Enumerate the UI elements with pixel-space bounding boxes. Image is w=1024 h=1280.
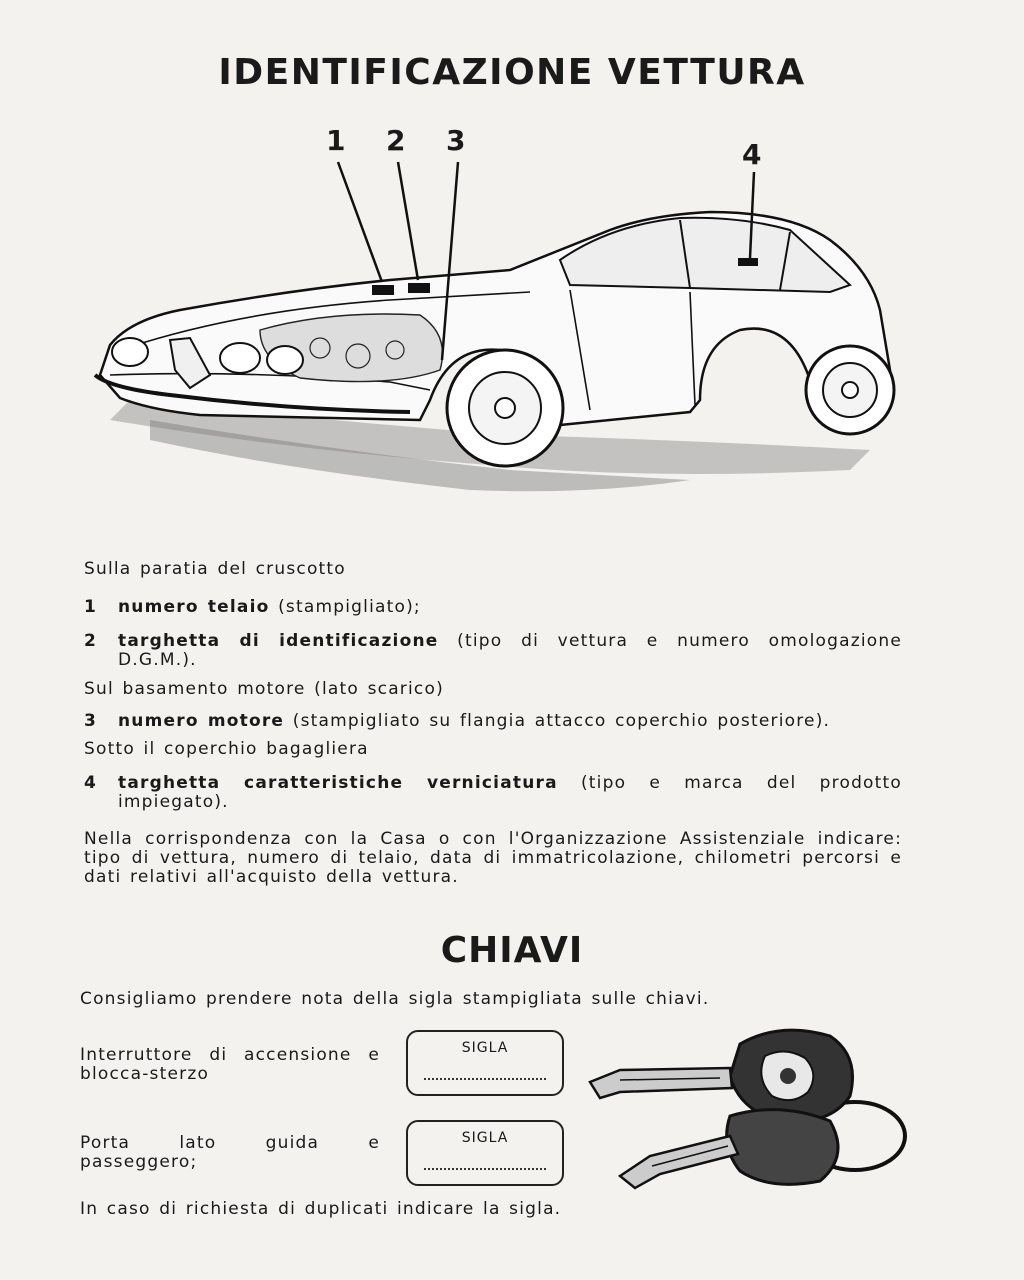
item-keyword: targhetta di identificazione xyxy=(118,631,439,651)
item-keyword: targhetta caratteristiche verniciatura xyxy=(118,773,558,793)
duplicates-note: In caso di richiesta di duplicati indicare la sigla. xyxy=(80,1199,562,1219)
intro-dashboard: Sulla paratia del cruscotto xyxy=(84,559,346,579)
car-illustration xyxy=(90,120,930,520)
item-number: 4 xyxy=(84,773,98,793)
door-key-label: Porta lato guida e passeggero; xyxy=(80,1133,380,1172)
item-text xyxy=(118,774,902,812)
item-description: (stampigliato su flangia attacco coperchio posteriore). xyxy=(284,711,831,731)
sigla-label: SIGLA xyxy=(461,1130,509,1146)
correspondence-note: Nella corrispondenza con la Casa o con l'Organizzazione Assistenziale indicare: tipo di vettura, numero di telaio, data di immatricolazione, chilometri percorsi e dati relativi all'acquisto della vettura. xyxy=(84,829,902,887)
list-item-4 xyxy=(84,774,902,812)
keys-section-title: CHIAVI xyxy=(440,930,584,971)
item-description: (tipo di vettura e numero omologazione D.G.M.). xyxy=(118,631,902,670)
sigla-dotted-line xyxy=(424,1168,546,1170)
item-description: (stampigliato); xyxy=(269,597,421,617)
callout-2: 2 xyxy=(386,124,406,157)
ignition-sigla-box[interactable] xyxy=(406,1030,564,1096)
callout-3: 3 xyxy=(446,124,466,157)
item-keyword: numero telaio xyxy=(118,597,270,617)
intro-engine: Sul basamento motore (lato scarico) xyxy=(84,679,444,699)
keys-illustration xyxy=(580,1016,920,1196)
item-number: 3 xyxy=(84,711,98,731)
page-title: IDENTIFICAZIONE VETTURA xyxy=(218,52,806,93)
item-description: (tipo e marca del prodotto impiegato). xyxy=(118,773,902,812)
intro-trunk: Sotto il coperchio bagagliera xyxy=(84,739,369,759)
car-drawing xyxy=(90,120,930,520)
item-number: 2 xyxy=(84,631,98,651)
sigla-dotted-line xyxy=(424,1078,546,1080)
item-text xyxy=(118,712,902,731)
sigla-label: SIGLA xyxy=(461,1040,509,1056)
door-sigla-box[interactable] xyxy=(406,1120,564,1186)
list-item-2 xyxy=(84,632,902,670)
keys-intro: Consigliamo prendere nota della sigla stampigliata sulle chiavi. xyxy=(80,989,710,1009)
item-number: 1 xyxy=(84,597,98,617)
item-text xyxy=(118,598,902,617)
callout-4: 4 xyxy=(742,138,762,171)
callout-1: 1 xyxy=(326,124,346,157)
ignition-key-label: Interruttore di accensione e blocca-sterzo xyxy=(80,1045,380,1084)
list-item-1 xyxy=(84,598,902,617)
item-text xyxy=(118,632,902,670)
keys-drawing xyxy=(580,1016,920,1196)
item-keyword: numero motore xyxy=(118,711,285,731)
list-item-3 xyxy=(84,712,902,731)
